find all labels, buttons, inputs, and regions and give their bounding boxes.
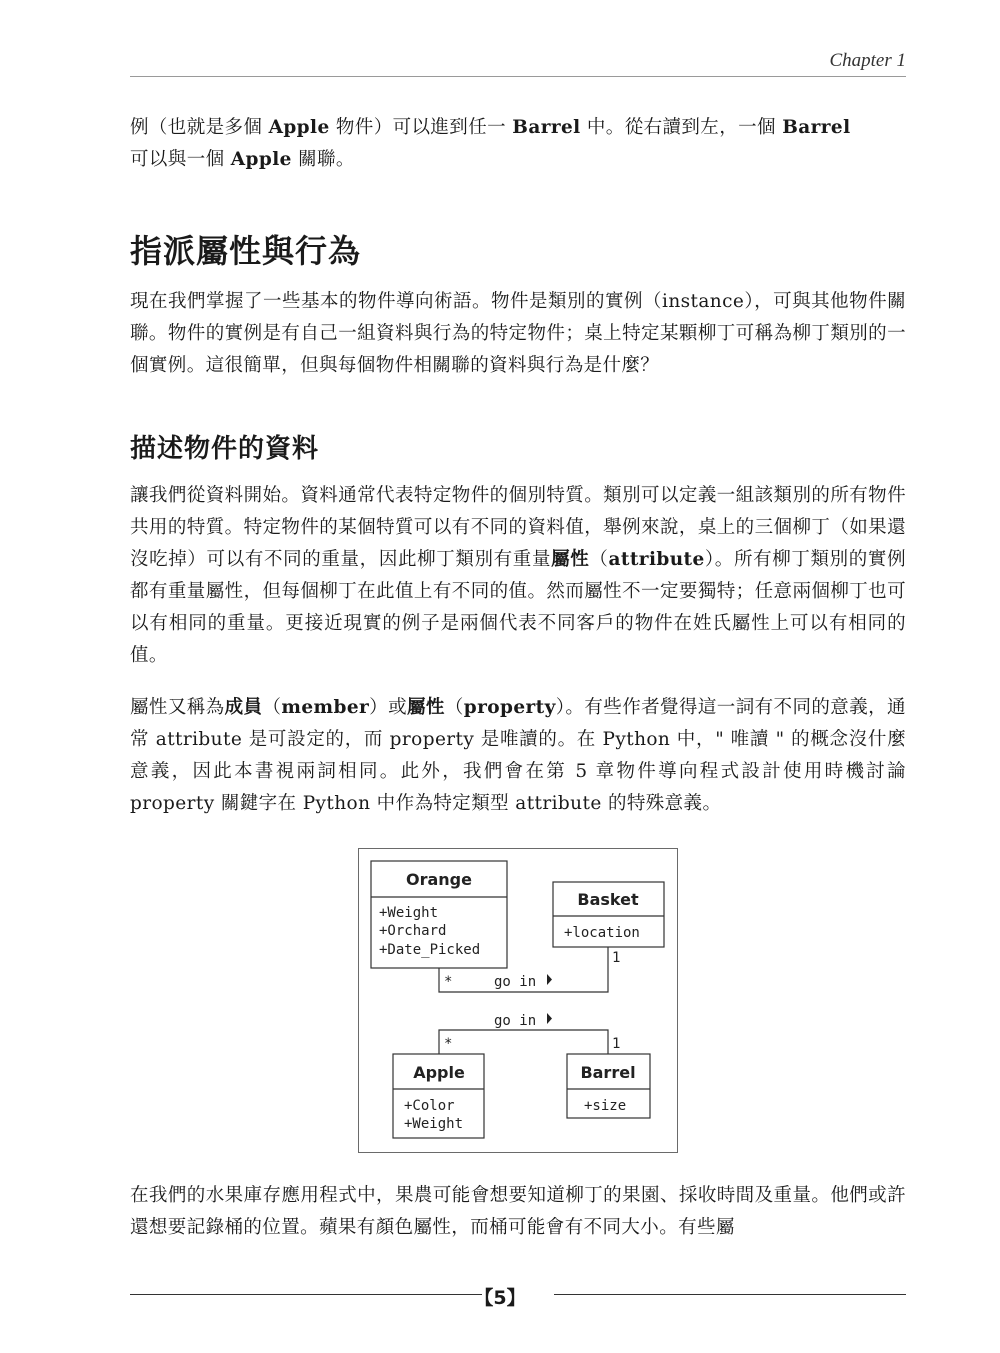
class-barrel: [567, 1054, 650, 1118]
section2-paragraph-1: 讓我們從資料開始。資料通常代表特定物件的個別特質。類別可以定義一組該類別的所有物件共用的特質。特定物件的某個特質可以有不同的資料值，舉例來說，桌上的三個柳丁（如果還沒吃掉）可以有不同的重量，因此柳丁類別有重量屬性（attribute）。所有柳丁類別的實例都有重量屬性，但每個柳丁在此值上有不同的值。然而屬性不一定要獨特；任意兩個柳丁也可以有相同的重量。更接近現實的例子是兩個代表不同客戶的物件在姓氏屬性上可以有相同的值。: [130, 485, 906, 666]
attr-barrel-size: +size: [584, 1098, 627, 1114]
header-rule: [130, 76, 906, 77]
footer-rule-right: [554, 1294, 906, 1295]
page-number: 【5】: [474, 1287, 526, 1309]
attr-orange-date-picked: +Date_Picked: [379, 942, 481, 958]
attr-apple-color: +Color: [404, 1098, 455, 1114]
mult-basket-one: 1: [612, 950, 621, 966]
association-apple-barrel: [439, 1013, 620, 1054]
attr-basket-location: +location: [564, 925, 640, 941]
section-heading-attributes-behaviors: 指派屬性與行為: [130, 232, 362, 270]
section-heading-object-data: 描述物件的資料: [130, 434, 320, 464]
mult-orange-star: *: [444, 974, 453, 990]
section2-paragraph-3: 在我們的水果庫存應用程式中，果農可能會想要知道柳丁的果園、採收時間及重量。他們或許還想要記錄桶的位置。蘋果有顏色屬性，而桶可能會有不同大小。有些屬: [130, 1185, 906, 1238]
class-name-barrel: Barrel: [580, 1063, 636, 1082]
mult-barrel-one: 1: [612, 1036, 621, 1052]
uml-class-diagram: [358, 848, 678, 1153]
section1-paragraph: 現在我們掌握了一些基本的物件導向術語。物件是類別的實例（instance），可與其他物件關聯。物件的實例是有自己一組資料與行為的特定物件；桌上特定某顆柳丁可稱為柳丁類別的一個實例。這很簡單，但與每個物件相關聯的資料與行為是什麼？: [130, 291, 906, 376]
chapter-label: Chapter 1: [829, 50, 906, 71]
direction-arrow-icon: [547, 1013, 552, 1024]
class-name-apple: Apple: [413, 1063, 465, 1082]
class-name-basket: Basket: [577, 890, 639, 909]
attr-apple-weight: +Weight: [404, 1116, 464, 1132]
class-apple: [393, 1054, 484, 1138]
attr-orange-weight: +Weight: [379, 905, 439, 921]
assoc2-label: go in: [494, 1013, 537, 1029]
mult-apple-star: *: [444, 1036, 453, 1052]
section2-paragraph-2: 屬性又稱為成員（member）或屬性（property）。有些作者覺得這一詞有不同的意義，通常 attribute 是可設定的，而 property 是唯讀的。在 Python 中，" 唯讀 " 的概念沒什麼意義，因此本書視兩詞相同。此外，我們會在第 5 章物件導向程式設計使用時機討論 property 關鍵字在 Python 中作為特定類型 attribute 的特殊意義。: [130, 697, 906, 814]
class-name-orange: Orange: [406, 870, 472, 889]
attr-orange-orchard: +Orchard: [379, 923, 447, 939]
intro-paragraph: 例（也就是多個 Apple 物件）可以進到任一 Barrel 中。從右讀到左，一個 Barrel 可以與一個 Apple 關聯。: [130, 117, 851, 170]
assoc1-label: go in: [494, 974, 537, 990]
direction-arrow-icon: [547, 974, 552, 985]
class-orange: [371, 861, 507, 968]
class-basket: [553, 882, 664, 947]
